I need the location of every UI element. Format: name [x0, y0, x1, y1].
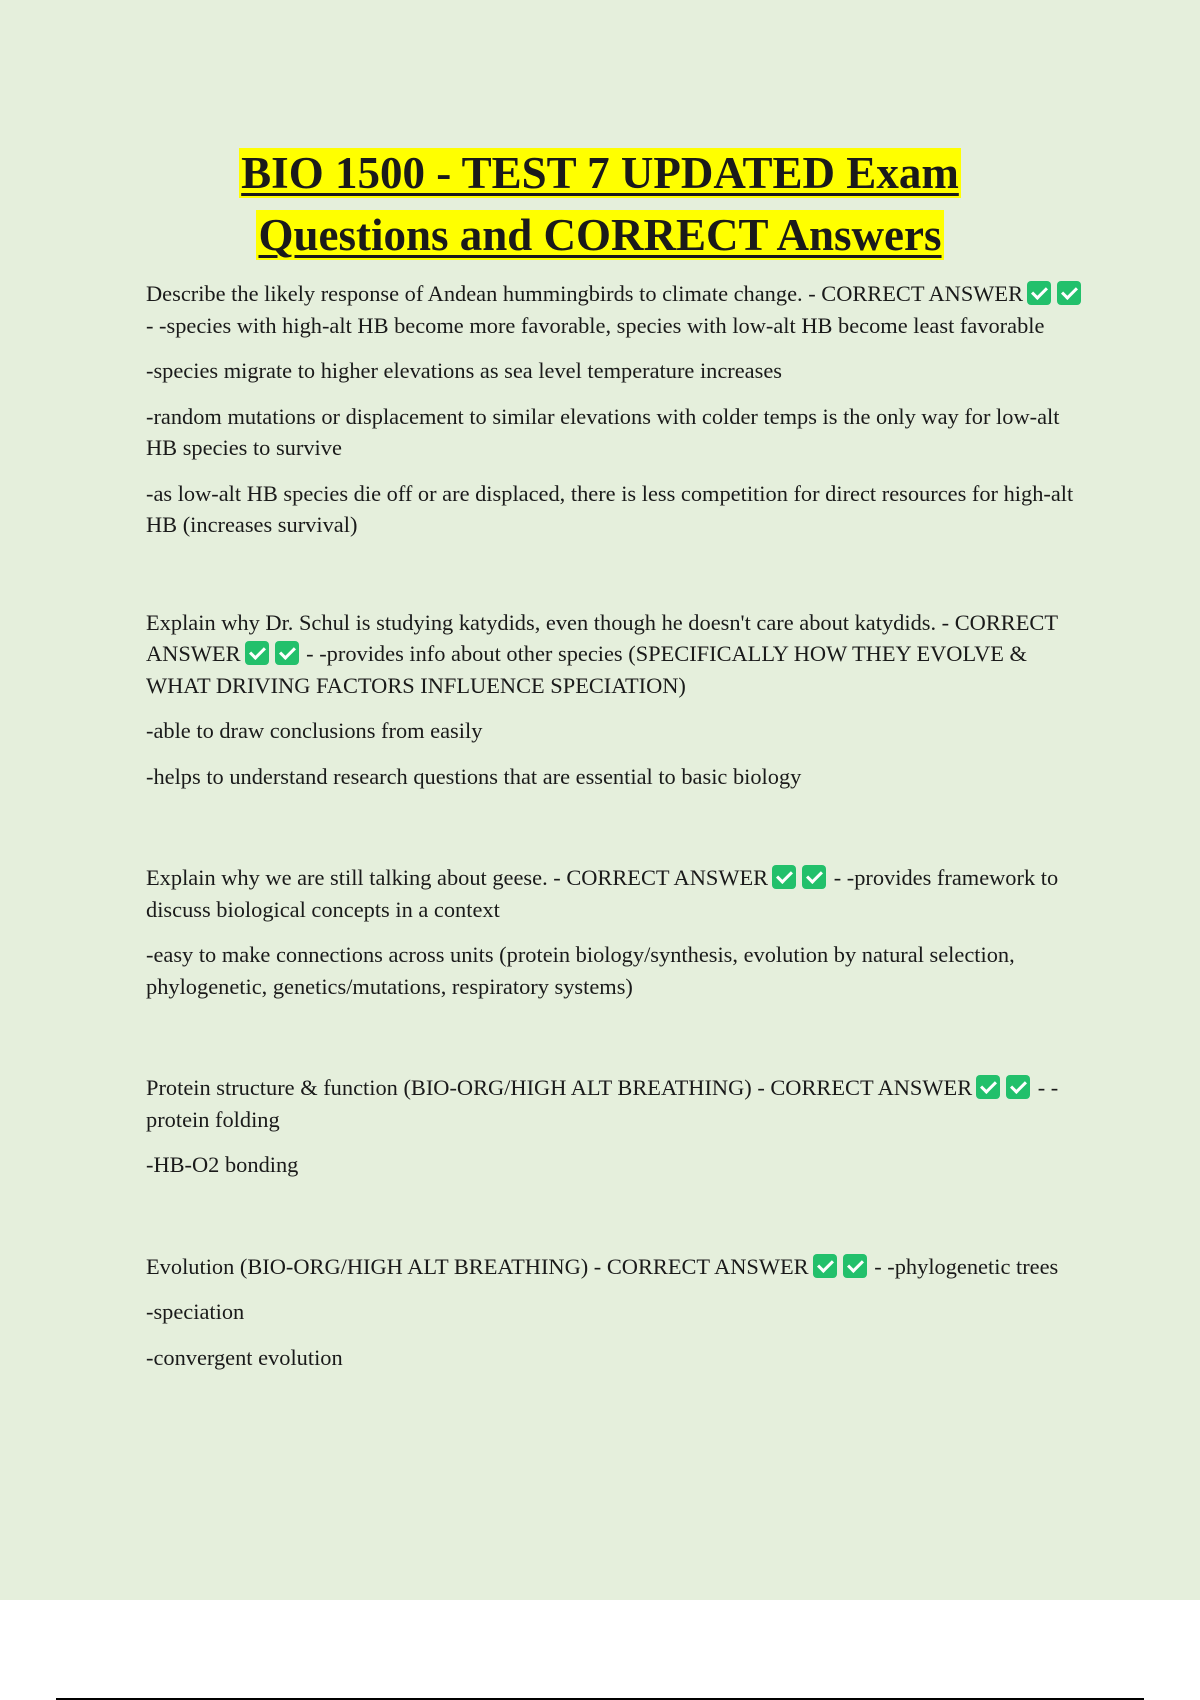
answer-bullet: -helps to understand research questions that are essential to basic biology [146, 763, 802, 789]
qa-question-answer [146, 278, 1091, 341]
answer-bullet: -random mutations or displacement to similar elevations with colder temps is the only way for low-alt HB species to survive [146, 403, 1060, 460]
answer-bullet: -species migrate to higher elevations as sea level temperature increases [146, 358, 782, 383]
answer-text: - -phylogenetic trees [874, 1253, 1059, 1279]
title-line-2: Questions and CORRECT Answers [258, 210, 942, 260]
qa-question-answer [146, 862, 1091, 925]
qa-question-answer [146, 1072, 1091, 1135]
check-box-icon [1027, 281, 1051, 305]
qa-item [146, 862, 1091, 1002]
question-text: Explain why we are still talking about geese. - CORRECT ANSWER [146, 865, 769, 890]
question-text: Protein structure & function (BIO-ORG/HIGH ALT BREATHING) - CORRECT ANSWER [146, 1075, 973, 1100]
qa-item [146, 1072, 1091, 1181]
check-box-icon [843, 1254, 867, 1278]
check-box-icon [1006, 1075, 1030, 1099]
check-box-icon [275, 641, 299, 665]
qa-question-answer [146, 1251, 1091, 1283]
answer-text: - -provides info about other species (SPECIFICALLY HOW THEY EVOLVE & WHAT DRIVING FACTORS INFLUENCE SPECIATION) [146, 641, 1027, 698]
question-text: Explain why Dr. Schul is studying katydids, even though he doesn't care about katydids. - CORRECT ANSWER [146, 609, 1058, 666]
check-box-icon [976, 1075, 1000, 1099]
title-line-1: BIO 1500 - TEST 7 UPDATED Exam [241, 148, 959, 198]
answer-bullet: -speciation [146, 1299, 245, 1324]
qa-question-answer [146, 607, 1091, 702]
answer-text: - -provides framework to discuss biological concepts in a context [146, 865, 1059, 922]
check-box-icon [802, 865, 826, 889]
question-text: Describe the likely response of Andean hummingbirds to climate change. - CORRECT ANSWER [146, 281, 1024, 306]
qa-content [146, 278, 1091, 1387]
document-title [0, 142, 1200, 266]
question-text: Evolution (BIO-ORG/HIGH ALT BREATHING) - CORRECT ANSWER [146, 1253, 809, 1279]
qa-item [146, 607, 1091, 793]
answer-bullet: -as low-alt HB species die off or are displaced, there is less competition for direct resources for high-alt HB (increases survival) [146, 480, 1074, 537]
check-box-icon [813, 1254, 837, 1278]
answer-text: - -protein folding [146, 1075, 1059, 1132]
answer-bullet: -HB-O2 bonding [146, 1152, 299, 1177]
answer-bullet: -convergent evolution [146, 1344, 343, 1370]
check-box-icon [772, 865, 796, 889]
qa-item [146, 278, 1091, 541]
qa-item [146, 1251, 1091, 1374]
answer-text: - -species with high-alt HB become more favorable, species with low-alt HB become least favorable [146, 312, 1045, 338]
answer-bullet: -able to draw conclusions from easily [146, 718, 483, 743]
check-box-icon [1057, 281, 1081, 305]
answer-bullet: -easy to make connections across units (protein biology/synthesis, evolution by natural selection, phylogenetic, genetics/mutations, respiratory systems) [146, 942, 1015, 999]
check-box-icon [245, 641, 269, 665]
